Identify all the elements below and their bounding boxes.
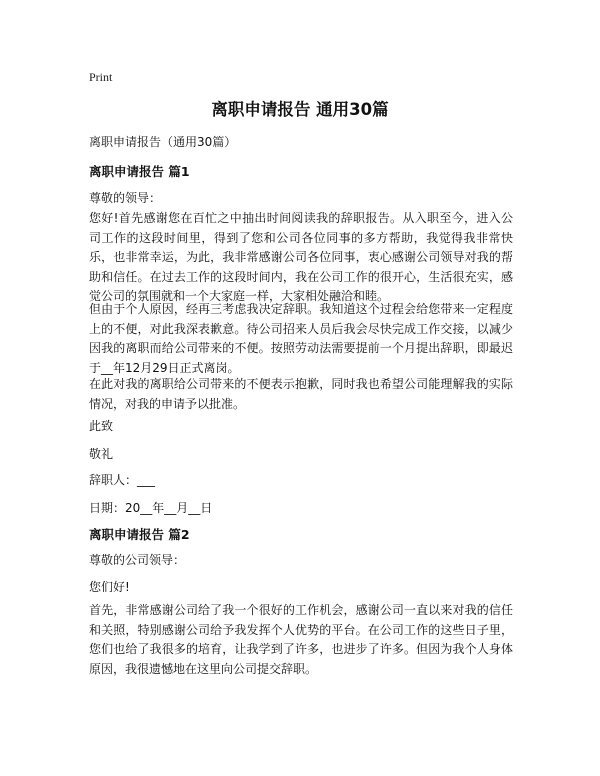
section-2-greeting: 您们好!: [89, 580, 130, 594]
date-line: 日期：20__年__月__日: [89, 501, 213, 515]
page-title: 离职申请报告 通用30篇: [211, 100, 389, 119]
section-2-heading: 离职申请报告 篇2: [89, 527, 190, 542]
print-label[interactable]: Print: [89, 70, 113, 84]
section-1-heading: 离职申请报告 篇1: [89, 164, 190, 179]
closing-line-1: 此致: [89, 419, 114, 433]
section-2-paragraph-1: 首先，非常感谢公司给了我一个很好的工作机会，感谢公司一直以来对我的信任和关照，特别感谢公司给予我发挥个人优势的平台。在公司工作的这些日子里，您们也给了我很多的培育，让我学到了许多，也进步了许多。但因为我个人身体原因，我很遗憾地在这里向公司提交辞职。: [89, 603, 513, 676]
section-1-paragraph-2: 但由于个人原因，经再三考虑我决定辞职。我知道这个过程会给您带来一定程度上的不便，对此我深表歉意。待公司招来人员后我会尽快完成工作交接，以减少因我的离职而给公司带来的不便。按照劳动法需要提前一个月提出辞职，即最迟于__年12月29日正式离岗。: [89, 302, 513, 375]
section-1-salutation: 尊敬的领导：: [89, 191, 162, 205]
closing-line-2: 敬礼: [89, 447, 114, 461]
section-1-paragraph-1: 您好!首先感谢您在百忙之中抽出时间阅读我的辞职报告。从入职至今，进入公司工作的这段时间里，得到了您和公司各位同事的多方帮助，我觉得我非常快乐，也非常幸运，为此，我非常感谢公司各位同事，衷心感谢公司领导对我的帮助和信任。在过去工作的这段时间内，我在公司工作的很开心，生活很充实，感觉公司的氛围就和一个大家庭一样，大家相处融洽和睦。: [89, 211, 513, 303]
signer-line: 辞职人：___: [89, 473, 156, 487]
section-2-salutation: 尊敬的公司领导：: [89, 553, 186, 567]
document-subtitle: 离职申请报告（通用30篇）: [89, 135, 237, 149]
section-1-paragraph-3: 在此对我的离职给公司带来的不便表示抱歉，同时我也希望公司能理解我的实际情况，对我的申请予以批准。: [89, 377, 513, 411]
